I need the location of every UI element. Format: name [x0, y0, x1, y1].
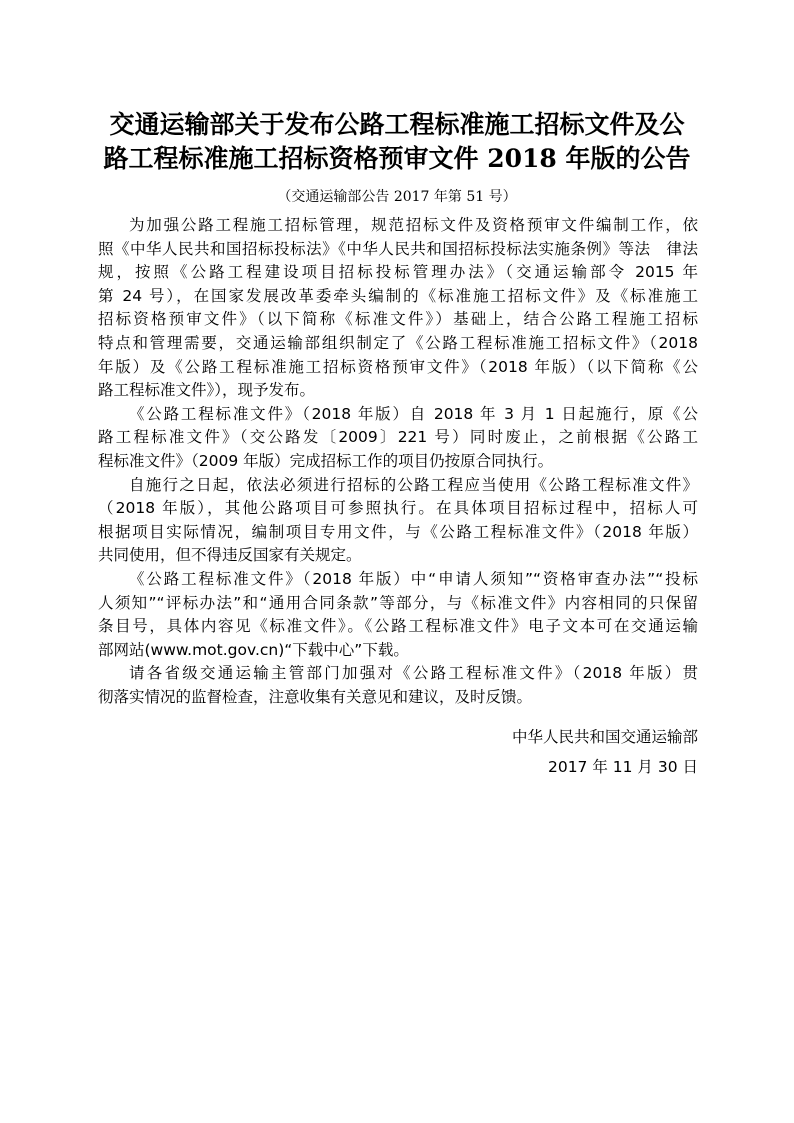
document-title — [96, 108, 698, 176]
body-line: 规，按照《公路工程建设项目招标投标管理办法》（交通运输部令 2015 年 — [98, 263, 698, 282]
body-line: 为加强公路工程施工招标管理，规范招标文件及资格预审文件编制工作，依 — [129, 216, 698, 234]
body-line: 共同使用，但不得违反国家有关规定。 — [98, 546, 362, 565]
body-line: 特点和管理需要，交通运输部组织制定了《公路工程标准施工招标文件》（2018 — [98, 333, 698, 352]
body-line: 彻落实情况的监督检查，注意收集有关意见和建议，及时反馈。 — [98, 687, 533, 706]
body-line: 请各省级交通运输主管部门加强对《公路工程标准文件》（2018 年版）贯 — [129, 664, 698, 683]
body-line: 《公路工程标准文件》（2018 年版）自 2018 年 3 月 1 日起施行，原《公 — [129, 404, 698, 423]
body-line: 年版）及《公路工程标准施工招标资格预审文件》（2018 年版）（以下简称《公 — [98, 357, 698, 376]
body-line: （2018 年版），其他公路项目可参照执行。在具体项目招标过程中，招标人可 — [98, 499, 698, 518]
document-body — [98, 214, 698, 709]
title-line: 交通运输部关于发布公路工程标准施工招标文件及公 — [109, 110, 685, 139]
body-line: 路工程标准文件》），现予发布。 — [98, 381, 316, 400]
body-line: 招标资格预审文件》（以下简称《标准文件》）基础上，结合公路工程施工招标 — [98, 310, 698, 329]
body-line: 程标准文件》（2009 年版）完成招标工作的项目仍按原合同执行。 — [98, 451, 554, 470]
signature-block — [512, 722, 698, 782]
issuing-organization: 中华人民共和国交通运输部 — [511, 728, 698, 746]
title-line: 路工程标准施工招标资格预审文件 2018 年版的公告 — [103, 144, 691, 173]
issue-date: 2017 年 11 月 30 日 — [547, 758, 698, 776]
announcement-number: （交通运输部公告 2017 年第 51 号） — [277, 189, 517, 205]
body-line: 部网站(www.mot.gov.cn)“下载中心”下载。 — [98, 640, 409, 659]
body-line: 第 24 号），在国家发展改革委牵头编制的《标准施工招标文件》及《标准施工 — [98, 286, 698, 305]
body-line: 自施行之日起，依法必须进行招标的公路工程应当使用《公路工程标准文件》 — [129, 475, 698, 494]
body-line: 照《中华人民共和国招标投标法》《中华人民共和国招标投标法实施条例》等法 律法 — [98, 239, 698, 258]
body-line: 人须知”“评标办法”和“通用合同条款”等部分，与《标准文件》内容相同的只保留 — [98, 593, 698, 612]
body-line: 根据项目实际情况，编制项目专用文件，与《公路工程标准文件》（2018 年版） — [98, 522, 698, 541]
body-line: 条目号，具体内容见《标准文件》。《公路工程标准文件》电子文本可在交通运输 — [98, 617, 698, 636]
body-line: 《公路工程标准文件》（2018 年版）中“申请人须知”“资格审查办法”“投标 — [129, 569, 698, 588]
body-line: 路工程标准文件》（交公路发〔2009〕221 号）同时废止，之前根据《公路工 — [98, 428, 698, 447]
